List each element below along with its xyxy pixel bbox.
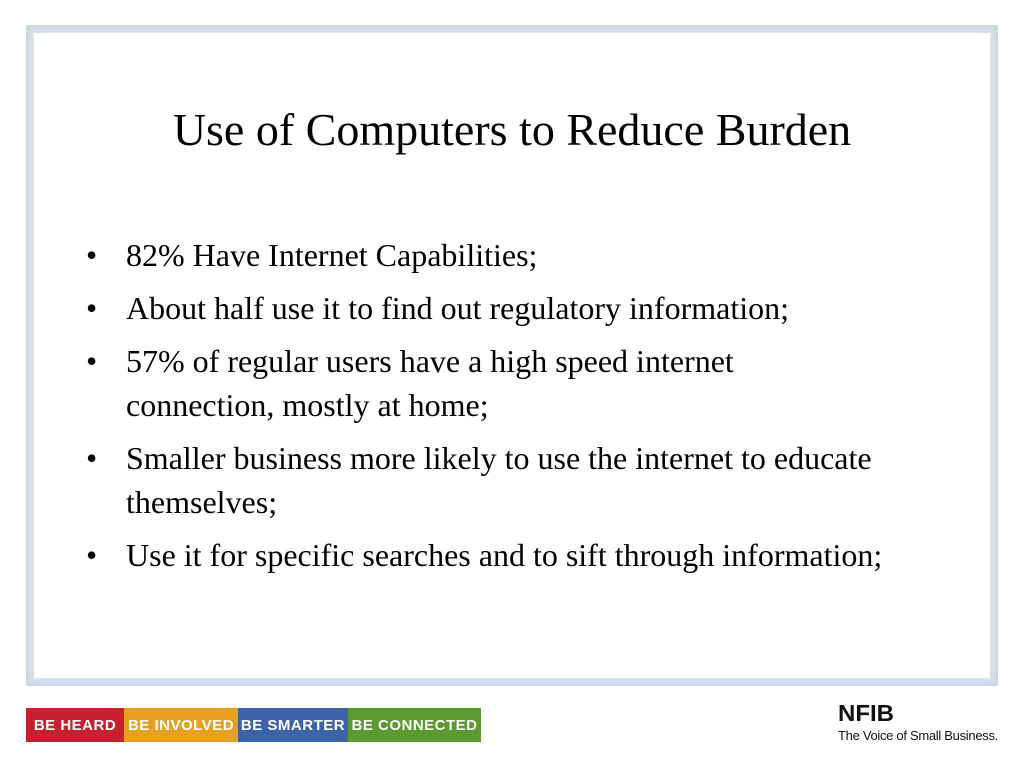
bullet-marker: • bbox=[86, 290, 98, 326]
slide-frame bbox=[26, 25, 998, 686]
bullet-marker: • bbox=[86, 237, 98, 273]
bullet-item bbox=[86, 436, 886, 524]
footer-slogan-bar bbox=[26, 708, 481, 742]
bullet-item bbox=[86, 233, 886, 277]
bullet-marker: • bbox=[86, 343, 98, 379]
slide-title: Use of Computers to Reduce Burden bbox=[172, 104, 852, 155]
bullet-item bbox=[86, 339, 886, 427]
slogan-be-connected: BE CONNECTED bbox=[348, 708, 481, 742]
slogan-be-involved: BE INVOLVED bbox=[124, 708, 238, 742]
bullet-item bbox=[86, 286, 886, 330]
nfib-logo-wordmark: NFIB bbox=[838, 701, 894, 727]
bullet-text: Use it for specific searches and to sift through information; bbox=[126, 537, 883, 573]
bullet-text: Smaller business more likely to use the internet to educate themselves; bbox=[126, 440, 872, 520]
bullet-text: About half use it to find out regulatory information; bbox=[126, 290, 789, 326]
bullet-text: 57% of regular users have a high speed internet connection, mostly at home; bbox=[126, 343, 734, 423]
slogan-be-smarter: BE SMARTER bbox=[238, 708, 348, 742]
nfib-logo bbox=[838, 701, 1008, 744]
bullet-list bbox=[86, 233, 886, 586]
bullet-marker: • bbox=[86, 537, 98, 573]
slogan-be-heard: BE HEARD bbox=[26, 708, 124, 742]
bullet-item bbox=[86, 533, 886, 577]
bullet-marker: • bbox=[86, 440, 98, 476]
nfib-logo-tagline: The Voice of Small Business. bbox=[838, 728, 998, 743]
bullet-text: 82% Have Internet Capabilities; bbox=[126, 237, 538, 273]
